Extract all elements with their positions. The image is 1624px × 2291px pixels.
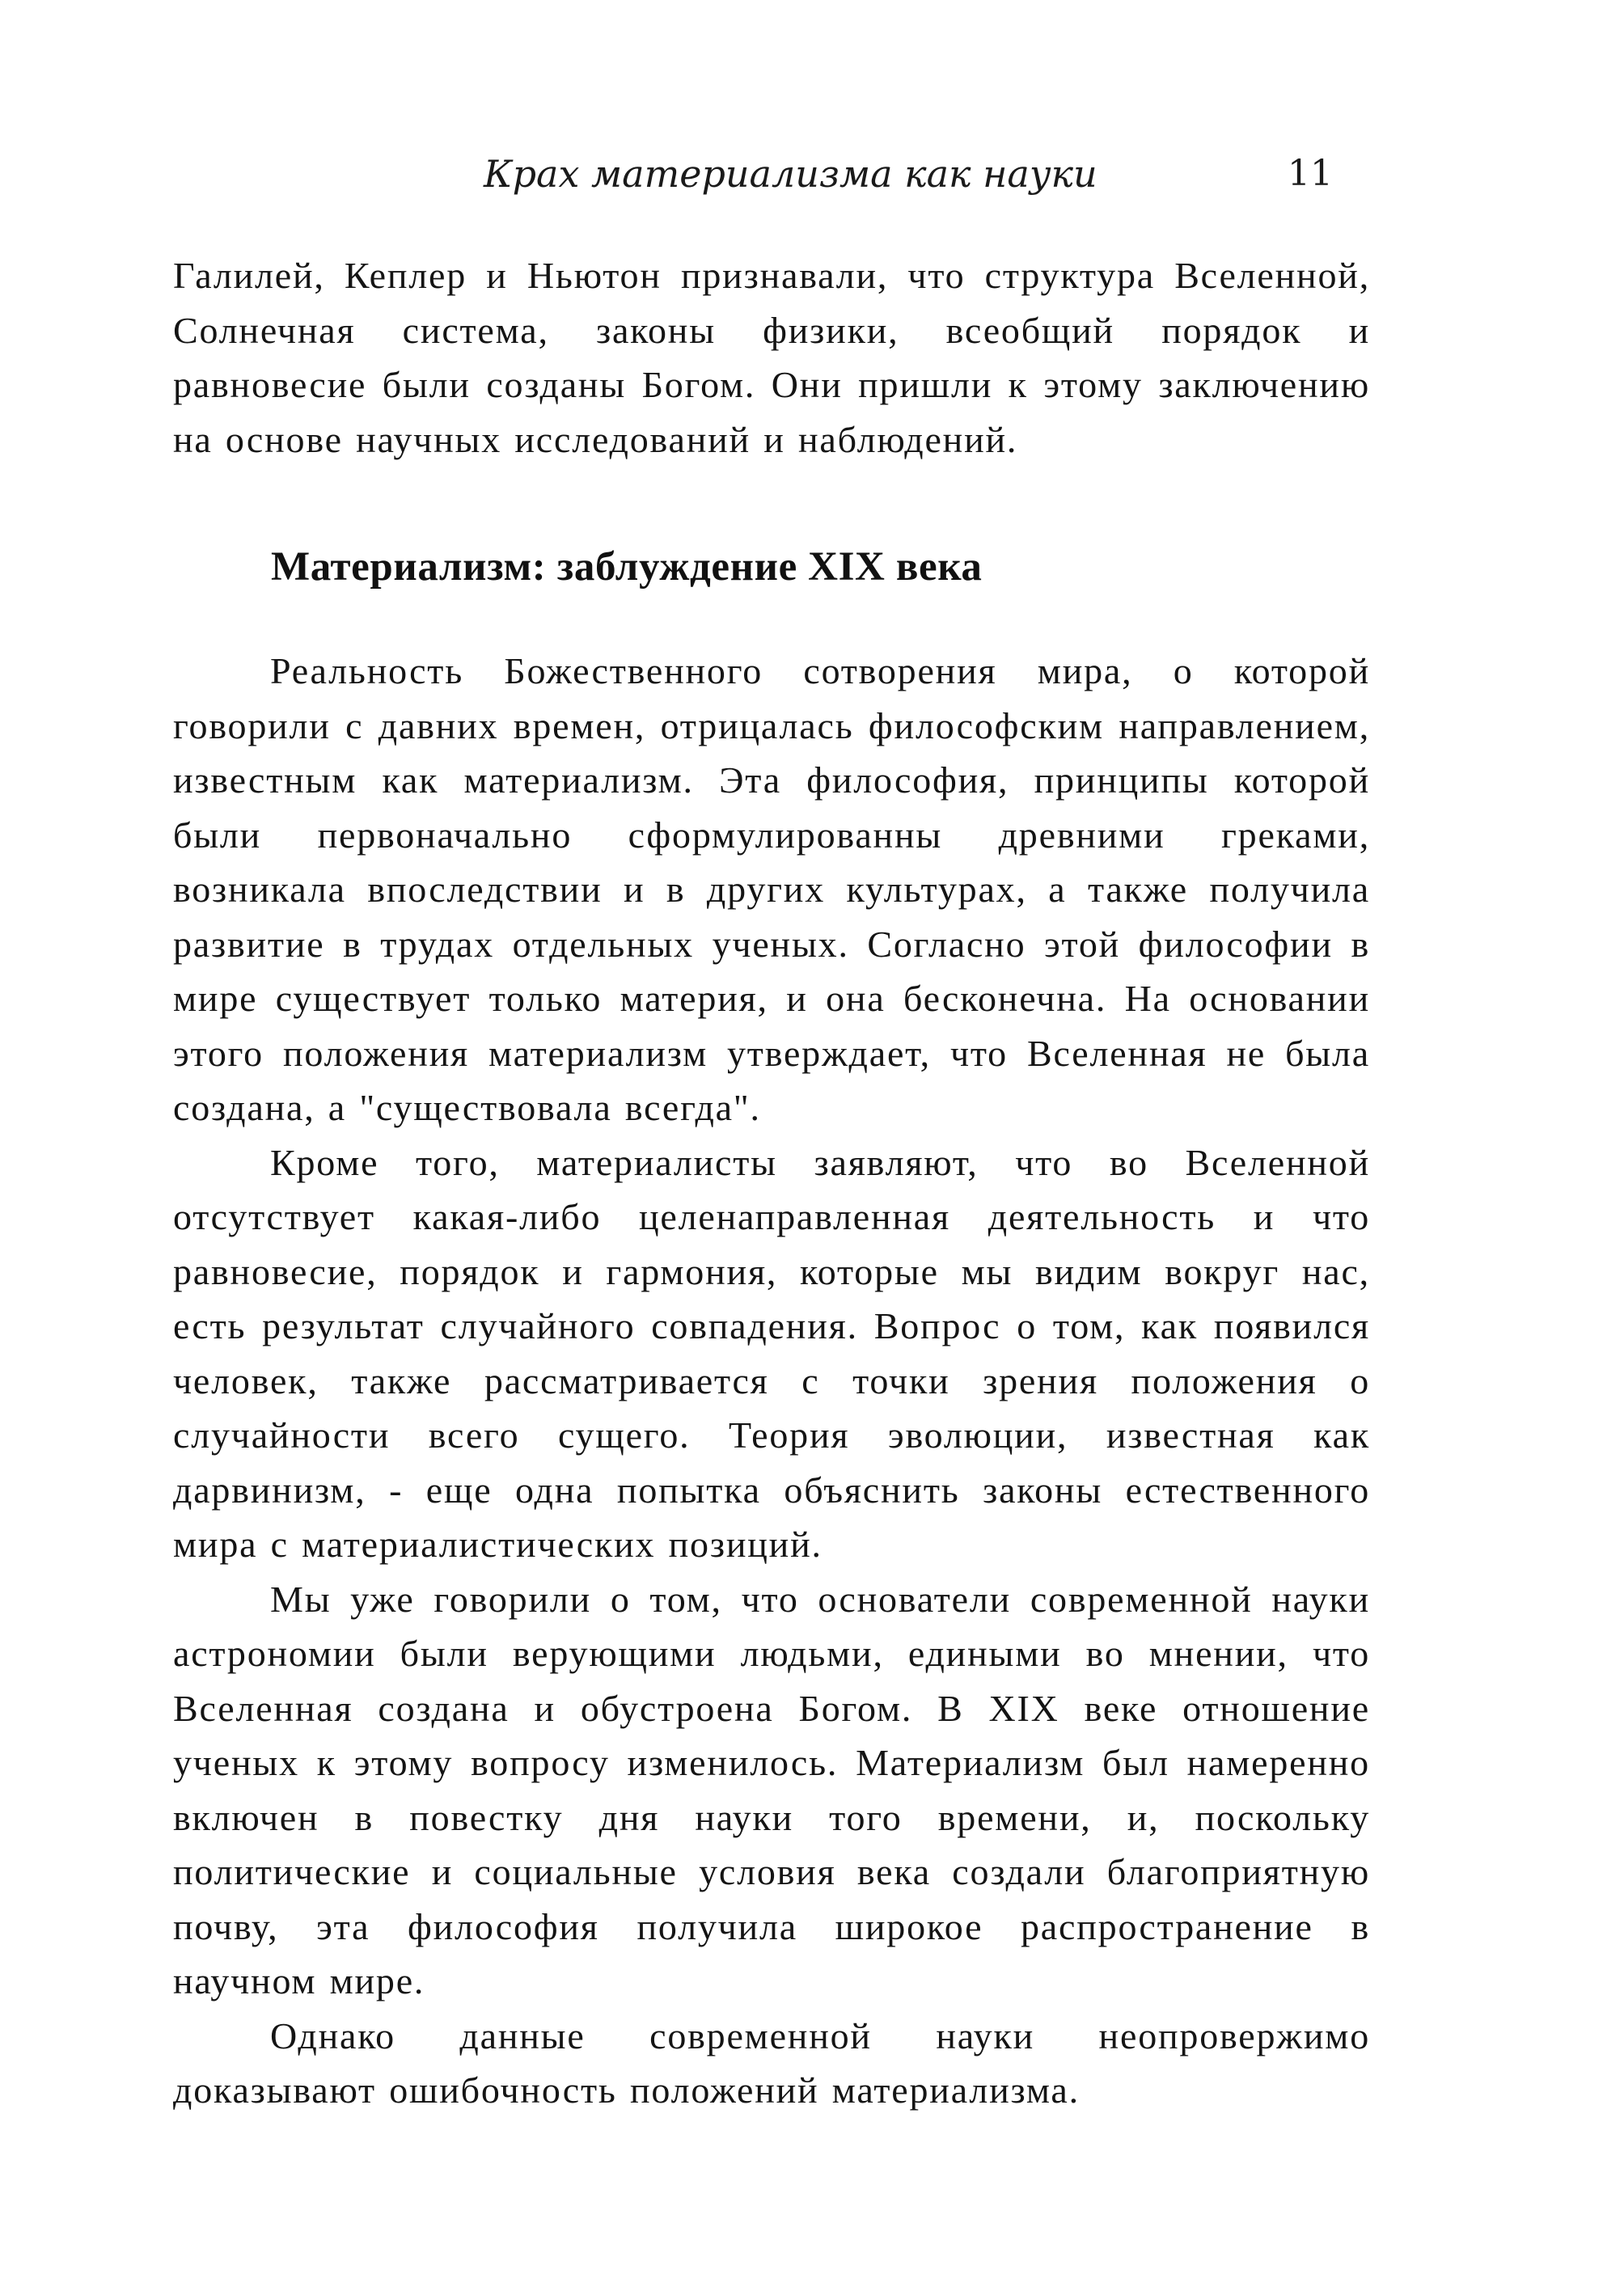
running-title: Крах материализма как науки bbox=[484, 152, 1097, 196]
section-paragraph-3: Мы уже говорили о том, что основатели современной науки астрономии были верующими людьми, едиными во мнении, что Вселенная создана и обустроена Богом. В XIX веке отношение ученых к этому вопросу изменилось. Материализм был намеренно включен в повестку дня науки того времени, и, поскольку политические и социальные условия века создали благоприятную почву, эта философия получила широкое распространение в научном мире. bbox=[173, 1578, 1370, 2001]
page-number: 11 bbox=[1288, 153, 1333, 194]
section-paragraph-4: Однако данные современной науки неопровержимо доказывают ошибочность положений материализма. bbox=[173, 2014, 1370, 2111]
intro-paragraph: Галилей, Кеплер и Ньютон признавали, что структура Вселенной, Солнечная система, законы физики, всеобщий порядок и равновесие были созданы Богом. Они пришли к этому заключению на основе научных исследований и наблюдений. bbox=[173, 255, 1370, 460]
running-header bbox=[0, 146, 1624, 202]
section-paragraph-2: Кроме того, материалисты заявляют, что во Вселенной отсутствует какая-либо целенаправленная деятельность и что равновесие, порядок и гармония, которые мы видим вокруг нас, есть результат случайного совпадения. Вопрос о том, как появился человек, также рассматривается с точки зрения положения о случайности всего сущего. Теория эволюции, известная как дарвинизм, - еще одна попытка объяснить законы естественного мира с материалистических позиций. bbox=[173, 1141, 1370, 1565]
body-text bbox=[173, 248, 1370, 2118]
section-paragraph-1: Реальность Божественного сотворения мира, о которой говорили с давних времен, отрицалась философским направлением, известным как материализм. Эта философия, принципы которой были первоначально сформулированны древними греками, возникала впоследствии и в других культурах, а также получила развитие в трудах отдельных ученых. Согласно этой философии в мире существует только материя, и она бесконечна. На основании этого положения материализм утверждает, что Вселенная не была создана, а "существовала всегда". bbox=[173, 650, 1370, 1128]
section-heading: Материализм: заблуждение XIX века bbox=[271, 544, 983, 590]
